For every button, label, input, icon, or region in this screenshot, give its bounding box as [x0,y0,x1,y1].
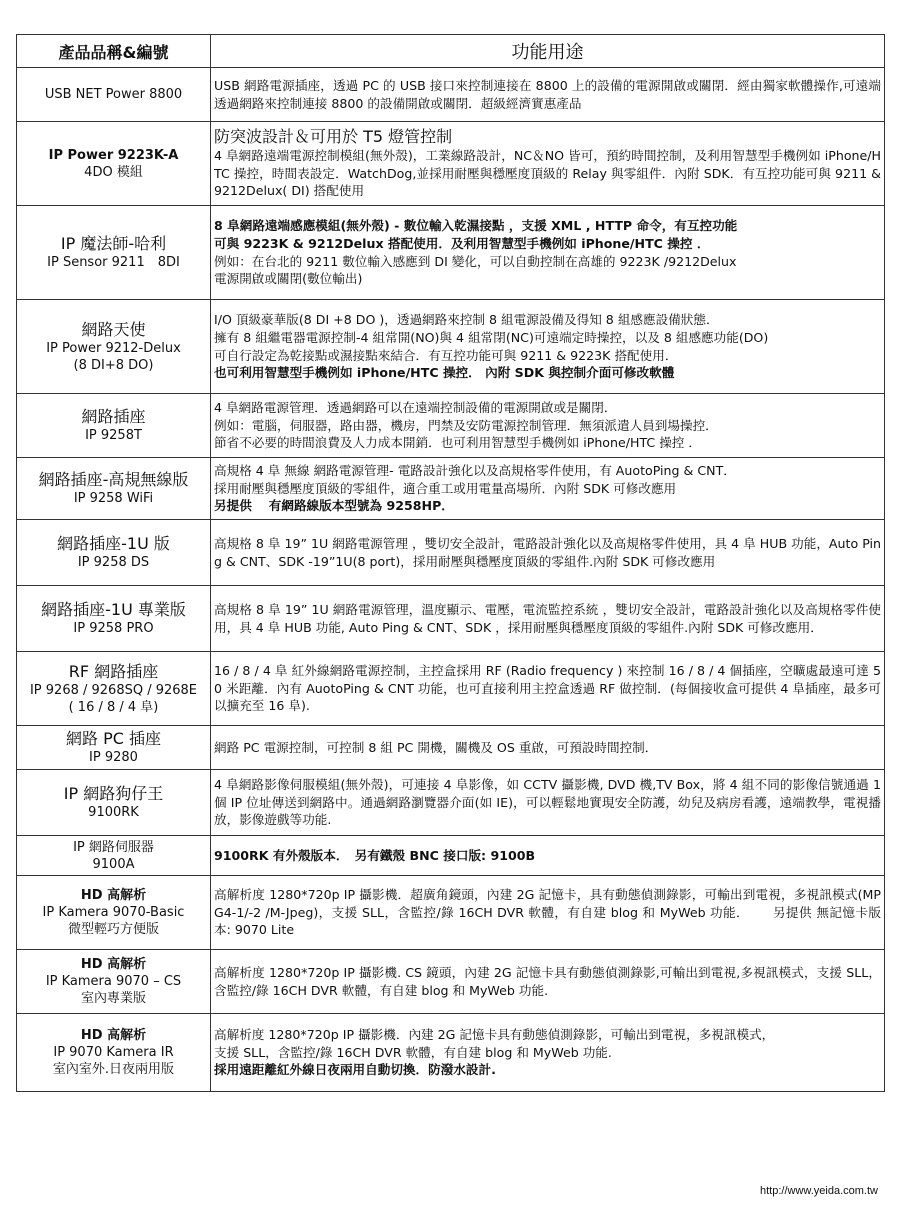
table-row [17,68,885,122]
product-name-cell [17,68,211,122]
table-row [17,876,885,950]
product-name-cell [17,122,211,206]
product-name-cell [17,652,211,726]
product-desc-line: 另提供 有網路線版本型號為 9258HP． [214,498,454,514]
product-desc-cell: 網路 PC 電源控制，可控制 8 組 PC 開機，關機及 OS 重啟，可預設時間控制． [211,726,885,770]
product-name-line: IP 9070 Kamera IR [53,1045,174,1060]
product-desc-cell [211,206,885,300]
product-name-cell [17,394,211,458]
product-name-line: IP 9258T [85,428,142,443]
product-desc-line: 高解析度 1280*720p IP 攝影機．內建 2G 記憶卡具有動態偵測錄影，可輸出到電視，多視訊模式， [214,1027,775,1043]
product-name-line: 4DO 模組 [84,164,143,180]
product-desc-cell [211,1014,885,1092]
product-desc-cell [211,300,885,394]
product-desc-text: 4 阜網路遠端電源控制模組(無外殼)，工業線路設計，NC＆NO 皆可，預約時間控制，及利用智慧型手機例如 iPhone/HTC 操控，時間表設定．WatchDog,並採用耐壓與穩壓度頂級的 Relay 與零組件．內附 SDK．有互控功能可與 9211 & 9212Delux( DI) 搭配使用 [214,148,881,199]
table-row [17,770,885,836]
product-desc-line: 支援 SLL，含監控/錄 16CH DVR 軟體，有自建 blog 和 MyWeb 功能. [214,1044,612,1060]
product-name-cell [17,770,211,836]
table-row [17,586,885,652]
table-row [17,950,885,1014]
product-desc-cell [211,122,885,206]
product-desc-line: 8 阜網路遠端感應模組(無外殼) - 數位輸入乾濕接點 ，支援 XML , HTTP 命令，有互控功能 [214,218,738,234]
product-desc-title: 防突波設計＆可用於 T5 燈管控制 [214,127,453,147]
product-name-cell [17,836,211,876]
product-desc-line: 擁有 8 組繼電器電源控制-4 組常開(NO)與 4 組常閉(NC)可遠端定時操控，以及 8 組感應功能(DO) [214,329,769,345]
product-name-line: IP 9268 / 9268SQ / 9268E [29,682,198,698]
product-desc-cell: 高規格 8 阜 19” 1U 網路電源管理 ，雙切安全設計，電路設計強化以及高規格零件使用，具 4 阜 HUB 功能，Auto Ping & CNT、SDK -19”1U(8 port)，採用耐壓與穩壓度頂級的零組件.內附 SDK 可修改應用 [211,520,885,586]
product-name-cell [17,876,211,950]
product-desc-line: 可與 9223K & 9212Delux 搭配使用．及利用智慧型手機例如 iPhone/HTC 操控 ． [214,235,710,251]
product-name-line: 室內專業版 [80,991,146,1006]
product-name-line: 網路插座-高規無線版 [38,470,189,489]
table-row [17,726,885,770]
product-desc-line: 4 阜網路電源管理．透過網路可以在遠端控制設備的電源開啟或是關閉． [214,400,617,416]
product-desc-cell: 高解析度 1280*720p IP 攝影機．超廣角鏡頭，內建 2G 記憶卡，具有動態偵測錄影，可輸出到電視，多視訊模式(MPG4-1/-2 /M-Jpeg)，支援 SLL，含監控/錄 16CH DVR 軟體，有自建 blog 和 MyWeb 功能． 另提供 無記憶卡版本: 9070 Lite [211,876,885,950]
product-name-line: 9100A [92,856,135,872]
product-name-line: 網路 PC 插座 [66,729,161,748]
product-spec-table [16,34,885,1092]
table-row [17,122,885,206]
product-name-line: HD 高解析 [80,1028,147,1043]
table-header-row [17,35,885,68]
product-name-line: USB NET Power 8800 [44,87,183,102]
table-row [17,652,885,726]
product-name-line: IP 網路狗仔王 [63,784,164,803]
product-desc-cell: USB 網路電源插座，透過 PC 的 USB 接口來控制連接在 8800 上的設備的電源開啟或關閉．經由獨家軟體操作,可遠端透過網路來控制連接 8800 的設備開啟或關閉．超級經濟實惠產品 [211,68,885,122]
table-row [17,458,885,520]
product-name-line: 9100RK [88,805,139,820]
product-name-cell [17,458,211,520]
product-name-cell [17,520,211,586]
product-desc-line: 採用遠距離紅外線日夜兩用自動切換．防潑水設計. [214,1062,496,1078]
product-name-line: IP 9258 WiFi [73,491,154,506]
product-name-line: 微型輕巧方便版 [67,922,159,937]
table-row [17,520,885,586]
product-name-line: RF 網路插座 [68,661,159,681]
header-function: 功能用途 [211,35,885,68]
product-name-line: IP Kamera 9070-Basic [42,905,185,920]
product-name-cell [17,206,211,300]
product-desc-cell: 16 / 8 / 4 阜 紅外線網路電源控制，主控盒採用 RF (Radio frequency ) 來控制 16 / 8 / 4 個插座，空曠處最遠可達 50 米距離．內有 AuotoPing & CNT 功能，也可直接利用主控盒透過 RF 做控制．(每個接收盒可提供 4 阜插座，最多可以擴充至 16 阜). [211,652,885,726]
product-name-line: IP 9280 [89,750,138,765]
product-name-cell [17,726,211,770]
product-name-line: IP Power 9223K-A [48,147,179,163]
table-row [17,394,885,458]
product-desc-line: 可自行設定為乾接點或濕接點來結合．有互控功能可與 9211 & 9223K 搭配使用． [214,347,678,363]
product-name-line: IP Sensor 9211 8DI [47,255,180,270]
product-desc-cell: 9100RK 有外殼版本． 另有鐵殼 BNC 接口版: 9100B [211,836,885,876]
table-row [17,206,885,300]
product-name-line: 網路插座-1U 版 [57,534,170,553]
product-name-line: 網路插座-1U 專業版 [41,600,186,619]
product-desc-cell [211,458,885,520]
product-name-line: 網路天使 [81,319,146,339]
product-desc-cell: 高規格 8 阜 19” 1U 網路電源管理，溫度顯示、電壓，電流監控系統 ，雙切安全設計，電路設計強化以及高規格零件使用，具 4 阜 HUB 功能, Auto Ping & CNT、SDK ，採用耐壓與穩壓度頂級的零組件.內附 SDK 可修改應用． [211,586,885,652]
product-name-line: IP 網路伺服器 [73,839,154,855]
product-desc-cell [211,394,885,458]
product-desc-line: 例如：電腦，伺服器，路由器，機房，門禁及安防電源控制管理．無須派遣人員到場操控． [214,417,718,433]
product-desc-line: 電源開啟或關閉(數位輸出) [214,271,363,287]
product-desc-line: 例如：在台北的 9211 數位輸入感應到 DI 變化，可以自動控制在高雄的 9223K /9212Delux [214,253,737,269]
table-row [17,1014,885,1092]
product-name-cell [17,950,211,1014]
product-name-line: HD 高解析 [80,957,147,972]
product-desc-cell: 高解析度 1280*720p IP 攝影機. CS 鏡頭，內建 2G 記憶卡具有動態偵測錄影,可輸出到電視,多視訊模式，支援 SLL，含監控/錄 16CH DVR 軟體，有自建 blog 和 MyWeb 功能. [211,950,885,1014]
product-name-line: IP 魔法師-哈利 [60,234,167,253]
table-row [17,836,885,876]
product-desc-line: 也可利用智慧型手機例如 iPhone/HTC 操控． 內附 SDK 與控制介面可修改軟體 [214,365,675,381]
product-name-line: (8 DI+8 DO) [73,357,154,373]
product-name-cell [17,300,211,394]
product-desc-cell: 4 阜網路影像伺服模組(無外殼)，可連接 4 阜影像，如 CCTV 攝影機, DVD 機,TV Box，將 4 組不同的影像信號通過 1 個 IP 位址傳送到網路中。通過網路瀏覽器介面(如 IE)，可以輕鬆地實現安全防護，幼兒及病房看護，遠端教學，電視播放，影像遊戲等功能. [211,770,885,836]
product-desc-line: 高規格 4 阜 無線 網路電源管理- 電路設計強化以及高規格零件使用，有 AuotoPing & CNT． [214,463,736,479]
product-name-cell [17,586,211,652]
product-name-line: 室內室外.日夜兩用版 [52,1062,175,1077]
product-name-line: IP Kamera 9070 – CS [45,974,182,989]
product-name-line: IP 9258 PRO [73,621,154,636]
header-product-name: 產品品稱&編號 [17,35,211,68]
product-name-line: ( 16 / 8 / 4 阜) [68,699,159,715]
product-name-line: IP 9258 DS [77,555,150,570]
table-row [17,300,885,394]
product-name-line: 網路插座 [81,407,146,426]
product-name-cell [17,1014,211,1092]
product-desc-line: 採用耐壓與穩壓度頂級的零組件，適合重工或用電量高場所．內附 SDK 可修改應用 [214,480,677,496]
product-desc-line: I/O 頂級豪華版(8 DI +8 DO )，透過網路來控制 8 組電源設備及得知 8 組感應設備狀態． [214,312,719,328]
product-name-line: HD 高解析 [80,888,147,903]
footer-url: http://www.yeida.com.tw [760,1185,878,1197]
product-name-line: IP Power 9212-Delux [46,340,181,356]
product-desc-line: 節省不必要的時間浪費及人力成本開銷．也可利用智慧型手機例如 iPhone/HTC 操控 ． [214,435,701,451]
